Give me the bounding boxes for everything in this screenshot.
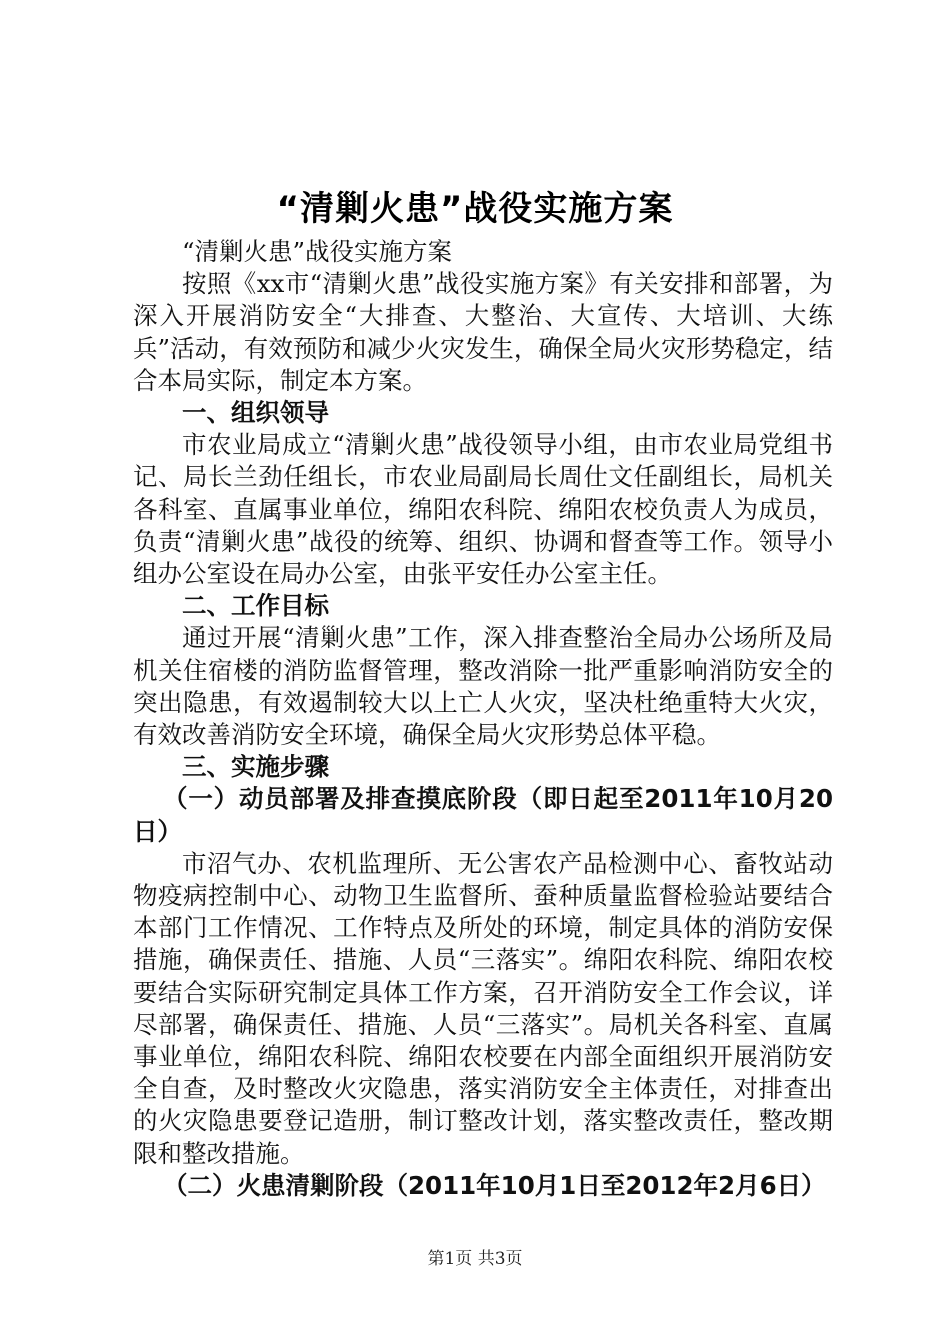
section-text-goals: 通过开展“清剿火患”工作，深入排查整治全局办公场所及局机关住宿楼的消防监督管理，整改消除一批严重影响消防安全的突出隐患，有效遏制较大以上亡人火灾，坚决杜绝重特大火灾，有效改善消防安全环境，确保全局火灾形势总体平稳。 — [133, 623, 833, 750]
section-heading-goals: 二、工作目标 — [182, 591, 329, 621]
section-heading-steps: 三、实施步骤 — [182, 752, 329, 782]
section-heading-leadership: 一、组织领导 — [182, 398, 329, 428]
document-subtitle: “清剿火患”战役实施方案 — [182, 237, 453, 266]
document-title: “清剿火患”战役实施方案 — [276, 189, 674, 229]
step1-text: 市沼气办、农机监理所、无公害农产品检测中心、畜牧站动物疫病控制中心、动物卫生监督所、蚕种质量监督检验站要结合本部门工作情况、工作特点及所处的环境，制定具体的消防安保措施，确保责任、措施、人员“三落实”。绵阳农科院、绵阳农校要结合实际研究制定具体工作方案，召开消防安全工作会议，详尽部署，确保责任、措施、人员“三落实”。局机关各科室、直属事业单位，绵阳农科院、绵阳农校要在内部全面组织开展消防安全自查，及时整改火灾隐患，落实消防安全主体责任，对排查出的火灾隐患要登记造册，制订整改计划，落实整改责任，整改期限和整改措施。 — [133, 848, 833, 1168]
section-text-leadership: 市农业局成立“清剿火患”战役领导小组，由市农业局党组书记、局长兰劲任组长，市农业局副局长周仕文任副组长，局机关各科室、直属事业单位，绵阳农科院、绵阳农校负责人为成员，负责“清剿火患”战役的统筹、组织、协调和督查等工作。领导小组办公室设在局办公室，由张平安任办公室主任。 — [133, 430, 833, 589]
intro-paragraph: 按照《xx市“清剿火患”战役实施方案》有关安排和部署，为深入开展消防安全“大排查、大整治、大宣传、大培训、大练兵”活动，有效预防和减少火灾发生，确保全局火灾形势稳定，结合本局实际，制定本方案。 — [133, 269, 833, 395]
page-footer: 第1页 共3页 — [427, 1249, 523, 1269]
document-body — [133, 236, 833, 1202]
step2-heading: （二）火患清剿阶段（2011年10月1日至2012年2月6日） — [163, 1170, 826, 1200]
step1-heading: （一）动员部署及排查摸底阶段（即日起至2011年10月20日） — [133, 784, 833, 846]
